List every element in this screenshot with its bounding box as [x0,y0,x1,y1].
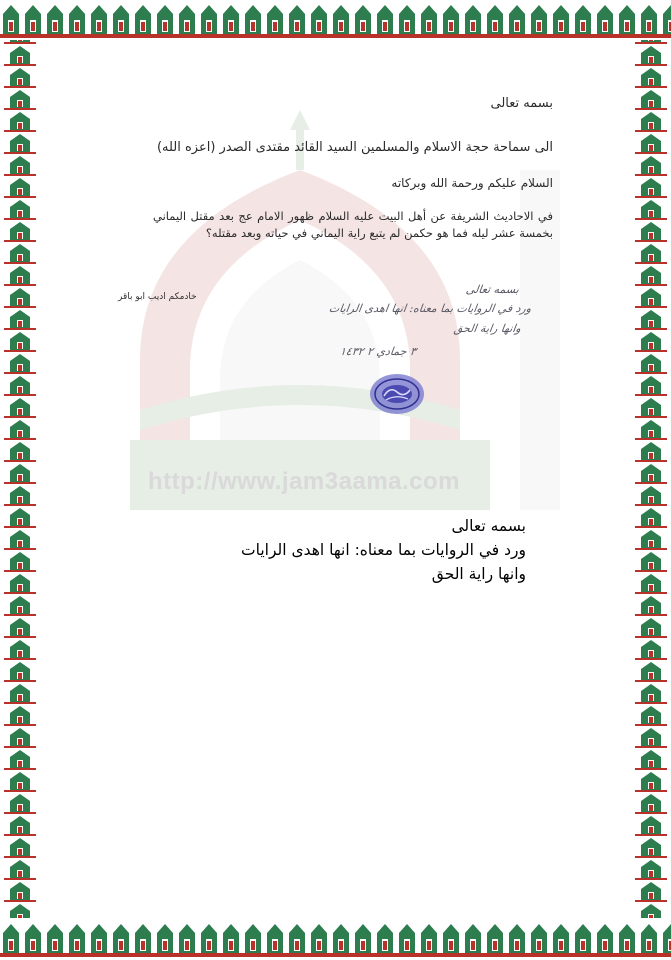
right-ornamental-border [631,0,671,960]
left-ornamental-border [0,0,40,960]
letter-question: في الاحاديث الشريفة عن أهل البيت عليه السلام ظهور الامام عج بعد مقتل اليماني بخمسة عشر ليله فما هو حكمن لم يتبع راية اليماني في حياته وبعد مقتله؟ [153,209,553,240]
handwritten-basmala: بسمه تعالى [465,283,520,296]
letter-addressee: الى سماحة حجة الاسلام والمسلمين السيد القائد مقتدى الصدر (اعزه الله) [156,140,553,155]
handwritten-reply-line: ورد في الروايات بما معناه: انها اهدى الرايات [327,302,532,315]
mosque-dome-watermark [100,110,580,530]
transcription-line: وانها راية الحق [431,565,526,583]
letter-basmala: بسمه تعالى [490,96,553,111]
handwritten-reply-line: وانها راية الحق [453,322,522,335]
transcription-basmala: بسمه تعالى [451,517,526,535]
top-ornamental-border [0,0,671,40]
transcription-line: ورد في الروايات بما معناه: انها اهدى الرايات [241,541,526,559]
handwritten-date: ٣ جمادي ٢ ١٤٣٢ [339,345,417,358]
watermark-url: http://www.jam3aama.com [148,468,461,495]
letter-signature: خادمكم اديب ابو باقر [118,292,197,302]
bottom-ornamental-border [0,918,671,960]
official-seal-stamp [368,372,426,416]
letter-greeting: السلام عليكم ورحمة الله وبركاته [391,176,553,190]
